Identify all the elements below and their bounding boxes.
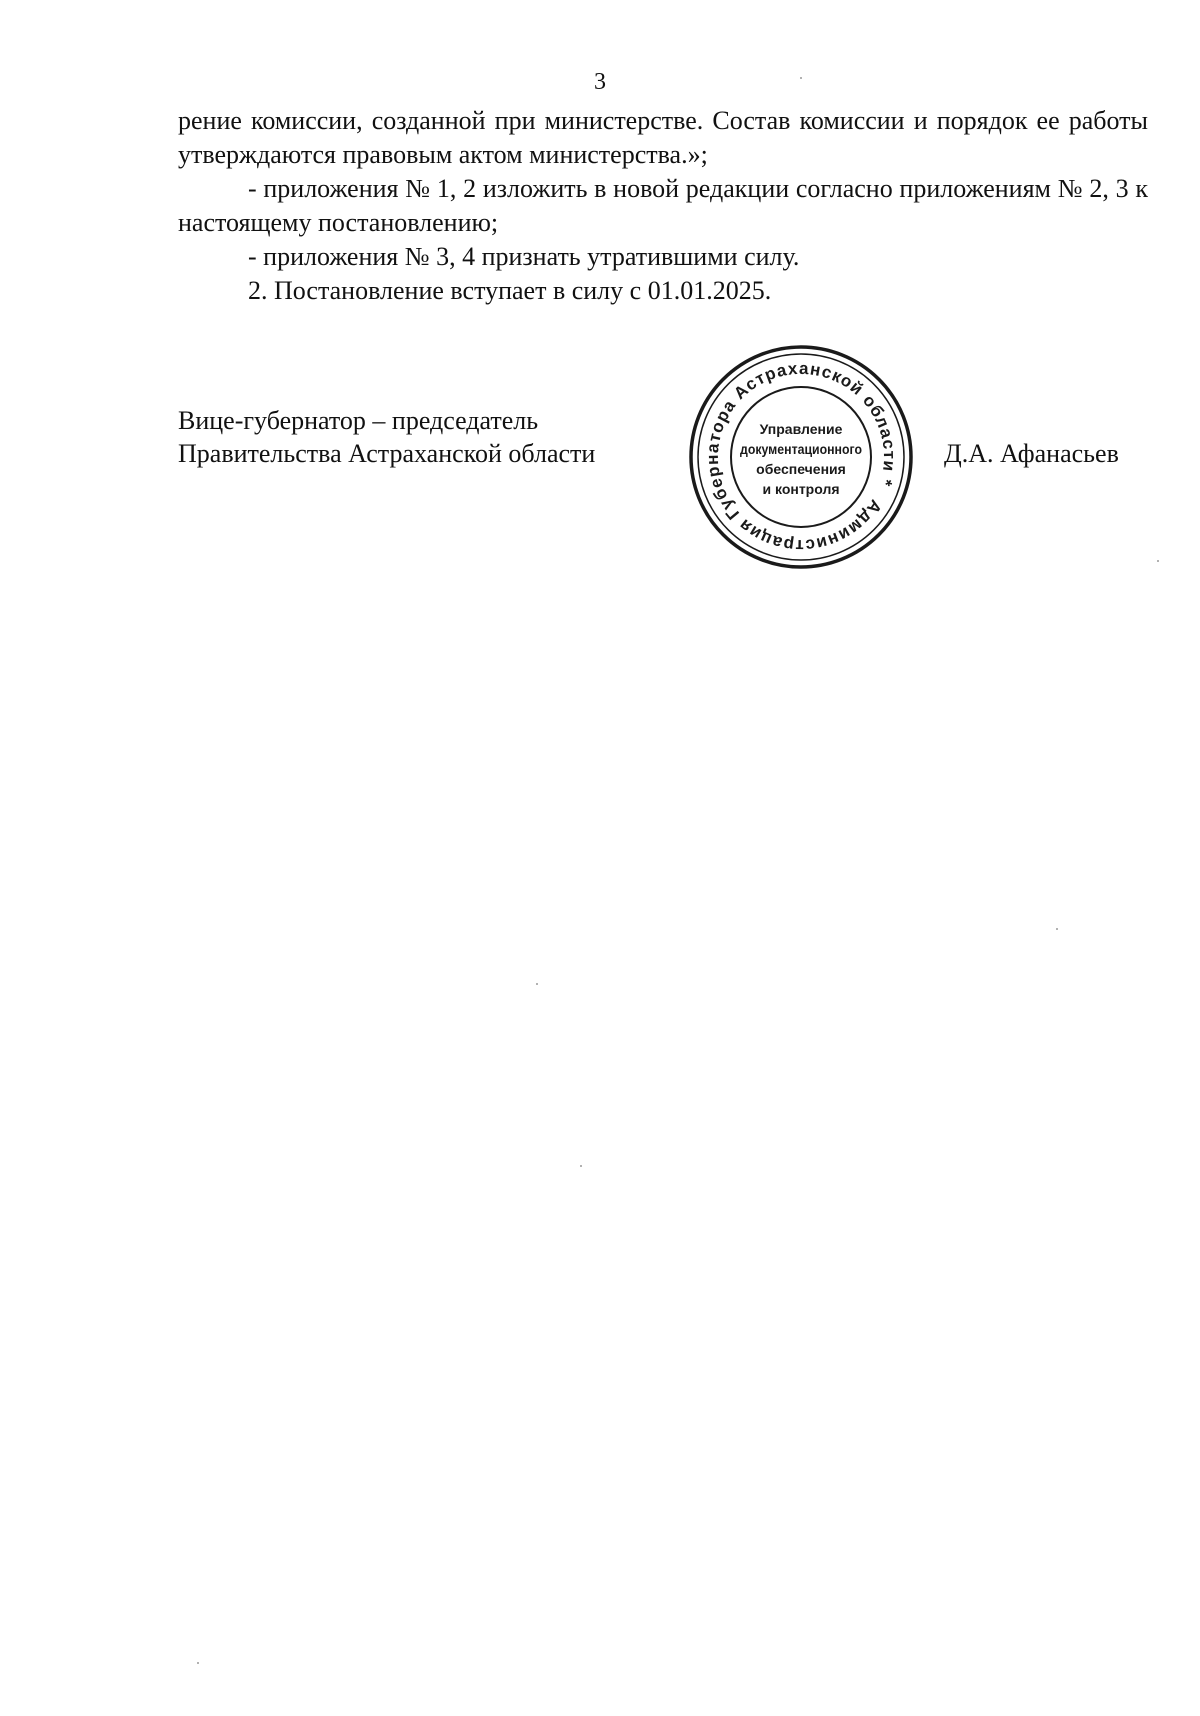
paragraph-appendices-void: - приложения № 3, 4 признать утратившими силу. [248,242,800,271]
seal-inner-line-2: документационного [740,441,862,457]
seal-inner-line-1: Управление [759,421,843,437]
seal-second-ring [698,354,904,560]
seal-outer-text: Администрация Губернатора Астраханской области * [702,358,900,556]
paragraph-commission: рение комиссии, созданной при министерстве. Состав комиссии и порядок ее работы утверждаются правовым актом министерства.»; [178,106,1148,169]
scan-speck [536,983,538,985]
signatory-position-line1: Вице-губернатор – председатель [178,406,539,435]
scan-speck [800,77,802,79]
scan-speck [1056,928,1058,930]
document-body [178,104,1148,308]
seal-inner-line-3: обеспечения [756,461,846,477]
paragraph-effective-date: 2. Постановление вступает в силу с 01.01.2025. [248,276,772,305]
signatory-position-line2: Правительства Астраханской области [178,439,596,468]
scan-speck [580,1165,582,1167]
official-seal [688,344,914,570]
seal-inner-ring [731,387,871,527]
page-number: 3 [594,69,606,95]
signatory-name: Д.А. Афанасьев [944,439,1119,468]
signatory-position [178,404,595,470]
scan-speck [1157,560,1159,562]
seal-inner-line-4: и контроля [762,481,840,497]
paragraph-appendices-new-edition: - приложения № 1, 2 изложить в новой редакции согласно приложениям № 2, 3 к настоящему постановлению; [178,174,1148,237]
scan-speck [197,1662,199,1664]
seal-outer-ring [691,347,911,567]
